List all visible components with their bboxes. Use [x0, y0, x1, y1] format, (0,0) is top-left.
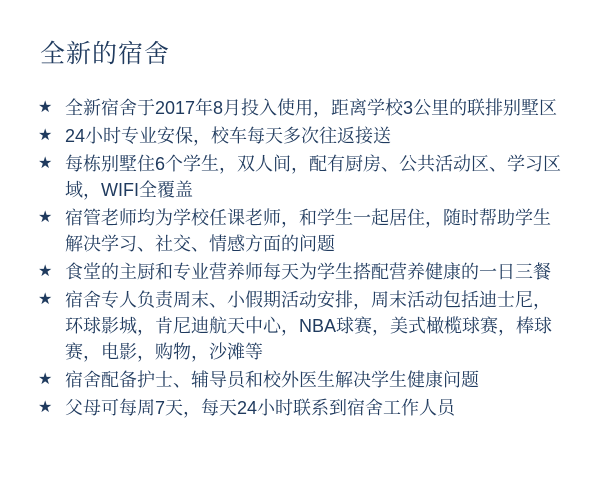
bullet-item — [38, 259, 573, 285]
bullet-item — [38, 151, 573, 203]
bullet-text: 食堂的主厨和专业营养师每天为学生搭配营养健康的一日三餐 — [65, 262, 551, 282]
star-bullet-icon: ★ — [38, 155, 53, 172]
bullet-text: 全新宿舍于2017年8月投入使用，距离学校3公里的联排别墅区 — [65, 98, 558, 118]
bullet-item — [38, 123, 573, 149]
bullet-item — [38, 287, 573, 365]
star-bullet-icon: ★ — [38, 399, 53, 416]
bullet-text: 每栋别墅住6个学生，双人间，配有厨房、公共活动区、学习区域，WIFI全覆盖 — [65, 154, 562, 200]
bullet-text: 24小时专业安保，校车每天多次往返接送 — [65, 126, 392, 146]
bullet-list — [38, 95, 573, 421]
bullet-item — [38, 395, 573, 421]
bullet-item — [38, 205, 573, 257]
star-bullet-icon: ★ — [38, 371, 53, 388]
star-bullet-icon: ★ — [38, 263, 53, 280]
star-bullet-icon: ★ — [38, 209, 53, 226]
star-bullet-icon: ★ — [38, 99, 53, 116]
bullet-text: 宿舍配备护士、辅导员和校外医生解决学生健康问题 — [65, 370, 479, 390]
bullet-item — [38, 367, 573, 393]
bullet-text: 宿舍专人负责周末、小假期活动安排，周末活动包括迪士尼，环球影城，肯尼迪航天中心，NBA球赛，美式橄榄球赛，棒球赛，电影，购物，沙滩等 — [65, 290, 553, 362]
bullet-text: 父母可每周7天，每天24小时联系到宿舍工作人员 — [65, 398, 456, 418]
star-bullet-icon: ★ — [38, 291, 53, 308]
star-bullet-icon: ★ — [38, 127, 53, 144]
slide-title: 全新的宿舍 — [40, 40, 171, 68]
bullet-text: 宿管老师均为学校任课老师，和学生一起居住，随时帮助学生解决学习、社交、情感方面的问题 — [65, 208, 551, 254]
bullet-item — [38, 95, 573, 121]
